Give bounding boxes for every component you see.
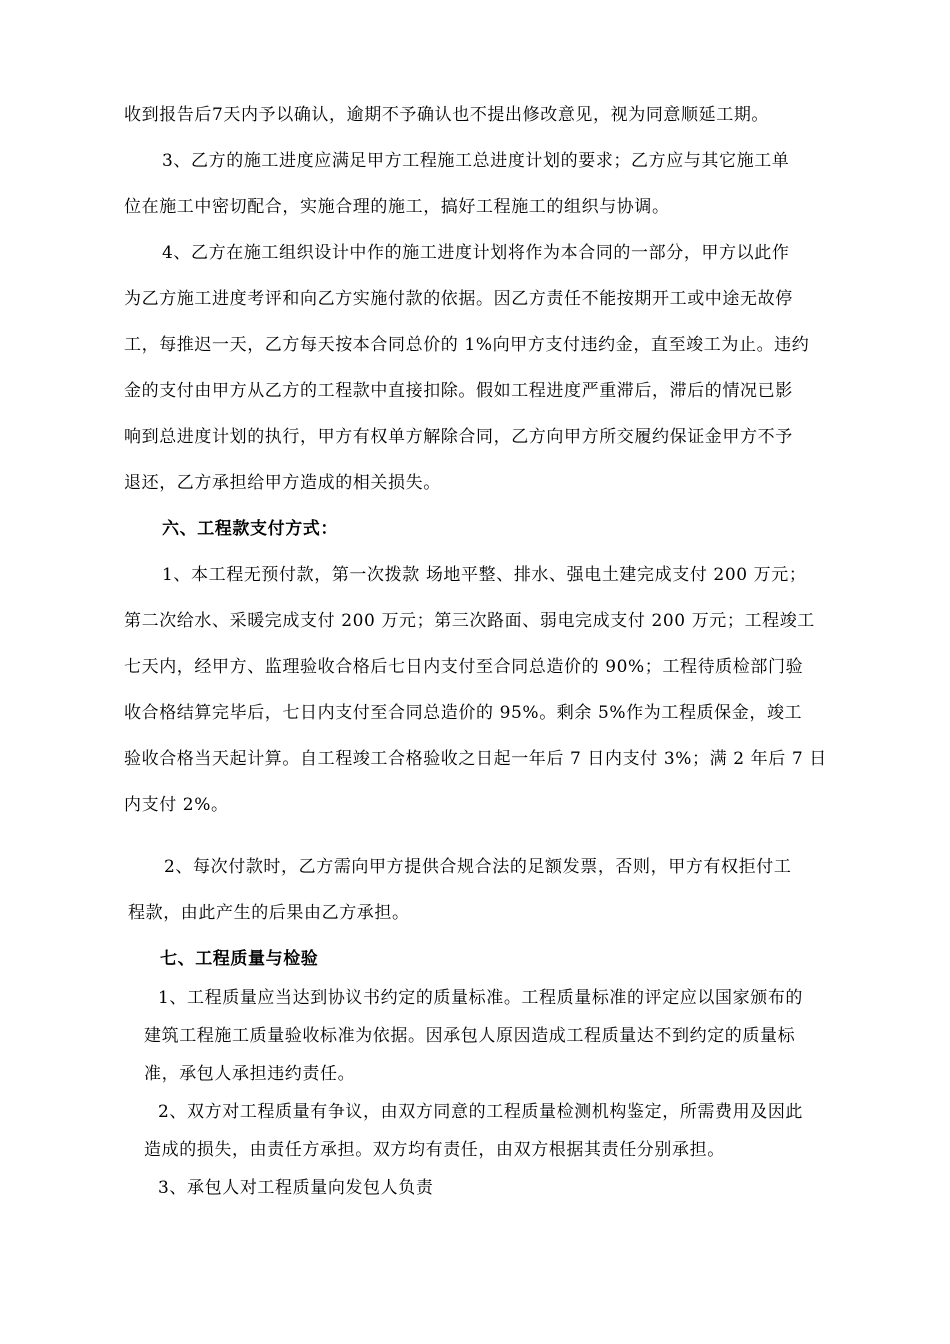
text-line: 收合格结算完毕后，七日内支付至合同总造价的 95%。剩余 5%作为工程质保金，竣工 [124,703,803,723]
text-line: 3、承包人对工程质量向发包人负责 [158,1178,434,1198]
text-line: 响到总进度计划的执行，甲方有权单方解除合同，乙方向甲方所交履约保证金甲方不予 [124,427,793,447]
section-heading: 七、工程质量与检验 [160,949,319,969]
text-line: 2、双方对工程质量有争议，由双方同意的工程质量检测机构鉴定，所需费用及因此 [158,1102,804,1122]
text-line: 工，每推迟一天，乙方每天按本合同总价的 1%向甲方支付违约金，直至竣工为止。违约 [124,335,810,355]
section-heading: 六、工程款支付方式： [162,519,338,539]
text-line: 收到报告后7天内予以确认，逾期不予确认也不提出修改意见，视为同意顺延工期。 [124,105,770,125]
text-line: 内支付 2%。 [124,795,229,815]
text-line: 4、乙方在施工组织设计中作的施工进度计划将作为本合同的一部分，甲方以此作 [162,243,790,263]
text-line: 建筑工程施工质量验收标准为依据。因承包人原因造成工程质量达不到约定的质量标 [144,1026,796,1046]
text-line: 退还，乙方承担给甲方造成的相关损失。 [124,473,441,493]
text-line: 程款，由此产生的后果由乙方承担。 [128,903,410,923]
text-line: 为乙方施工进度考评和向乙方实施付款的依据。因乙方责任不能按期开工或中途无故停 [124,289,793,309]
text-line: 准，承包人承担违约责任。 [144,1064,356,1084]
text-line: 1、工程质量应当达到协议书约定的质量标准。工程质量标准的评定应以国家颁布的 [158,988,804,1008]
text-line: 3、乙方的施工进度应满足甲方工程施工总进度计划的要求；乙方应与其它施工单 [162,151,790,171]
text-line: 第二次给水、采暖完成支付 200 万元；第三次路面、弱电完成支付 200 万元；工程竣工 [124,611,815,631]
text-line: 金的支付由甲方从乙方的工程款中直接扣除。假如工程进度严重滞后，滞后的情况已影 [124,381,793,401]
text-line: 七天内，经甲方、监理验收合格后七日内支付至合同总造价的 90%；工程待质检部门验 [124,657,804,677]
text-line: 造成的损失，由责任方承担。双方均有责任，由双方根据其责任分别承担。 [144,1140,725,1160]
text-line: 验收合格当天起计算。自工程竣工合格验收之日起一年后 7 日内支付 3%；满 2 年后 7 日 [124,749,827,769]
text-line: 1、本工程无预付款，第一次拨款 场地平整、排水、强电土建完成支付 200 万元； [162,565,807,585]
text-line: 位在施工中密切配合，实施合理的施工，搞好工程施工的组织与协调。 [124,197,670,217]
text-line: 2、每次付款时，乙方需向甲方提供合规合法的足额发票，否则，甲方有权拒付工 [164,857,792,877]
